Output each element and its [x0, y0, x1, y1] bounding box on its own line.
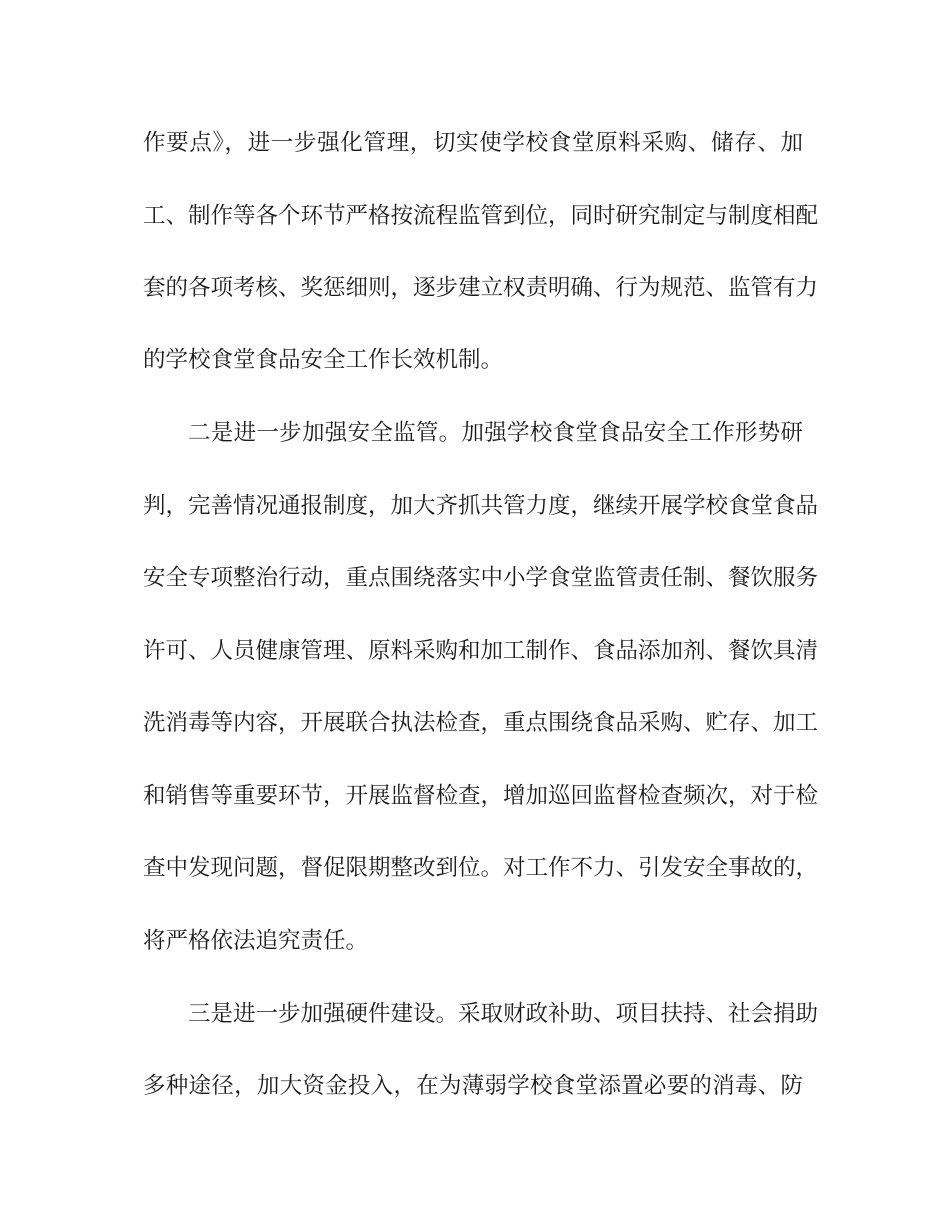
text-line: 套的各项考核、奖惩细则，逐步建立权责明确、行为规范、监管有力: [143, 275, 819, 301]
text-line: 作要点》，进一步强化管理，切实使学校食堂原料采购、储存、加: [143, 130, 803, 156]
text-line: 多种途径，加大资金投入，在为薄弱学校食堂添置必要的消毒、防: [143, 1073, 803, 1099]
text-line: 判，完善情况通报制度，加大齐抓共管力度，继续开展学校食堂食品: [143, 493, 819, 519]
paragraph-start-line: 二是进一步加强安全监管。加强学校食堂食品安全工作形势研: [188, 420, 803, 446]
text-line: 洗消毒等内容，开展联合执法检查，重点围绕食品采购、贮存、加工: [143, 710, 819, 736]
text-line: 的学校食堂食品安全工作长效机制。: [143, 347, 504, 373]
text-line: 查中发现问题，督促限期整改到位。对工作不力、引发安全事故的，: [143, 855, 819, 881]
text-line: 工、制作等各个环节严格按流程监管到位，同时研究制定与制度相配: [143, 203, 819, 229]
text-line: 和销售等重要环节，开展监督检查，增加巡回监督检查频次，对于检: [143, 783, 819, 809]
text-line: 将严格依法追究责任。: [143, 928, 369, 954]
paragraph-start-line: 三是进一步加强硬件建设。采取财政补助、项目扶持、社会捐助: [188, 1001, 819, 1027]
text-line: 安全专项整治行动，重点围绕落实中小学食堂监管责任制、餐饮服务: [143, 565, 819, 591]
text-line: 许可、人员健康管理、原料采购和加工制作、食品添加剂、餐饮具清: [143, 638, 819, 664]
